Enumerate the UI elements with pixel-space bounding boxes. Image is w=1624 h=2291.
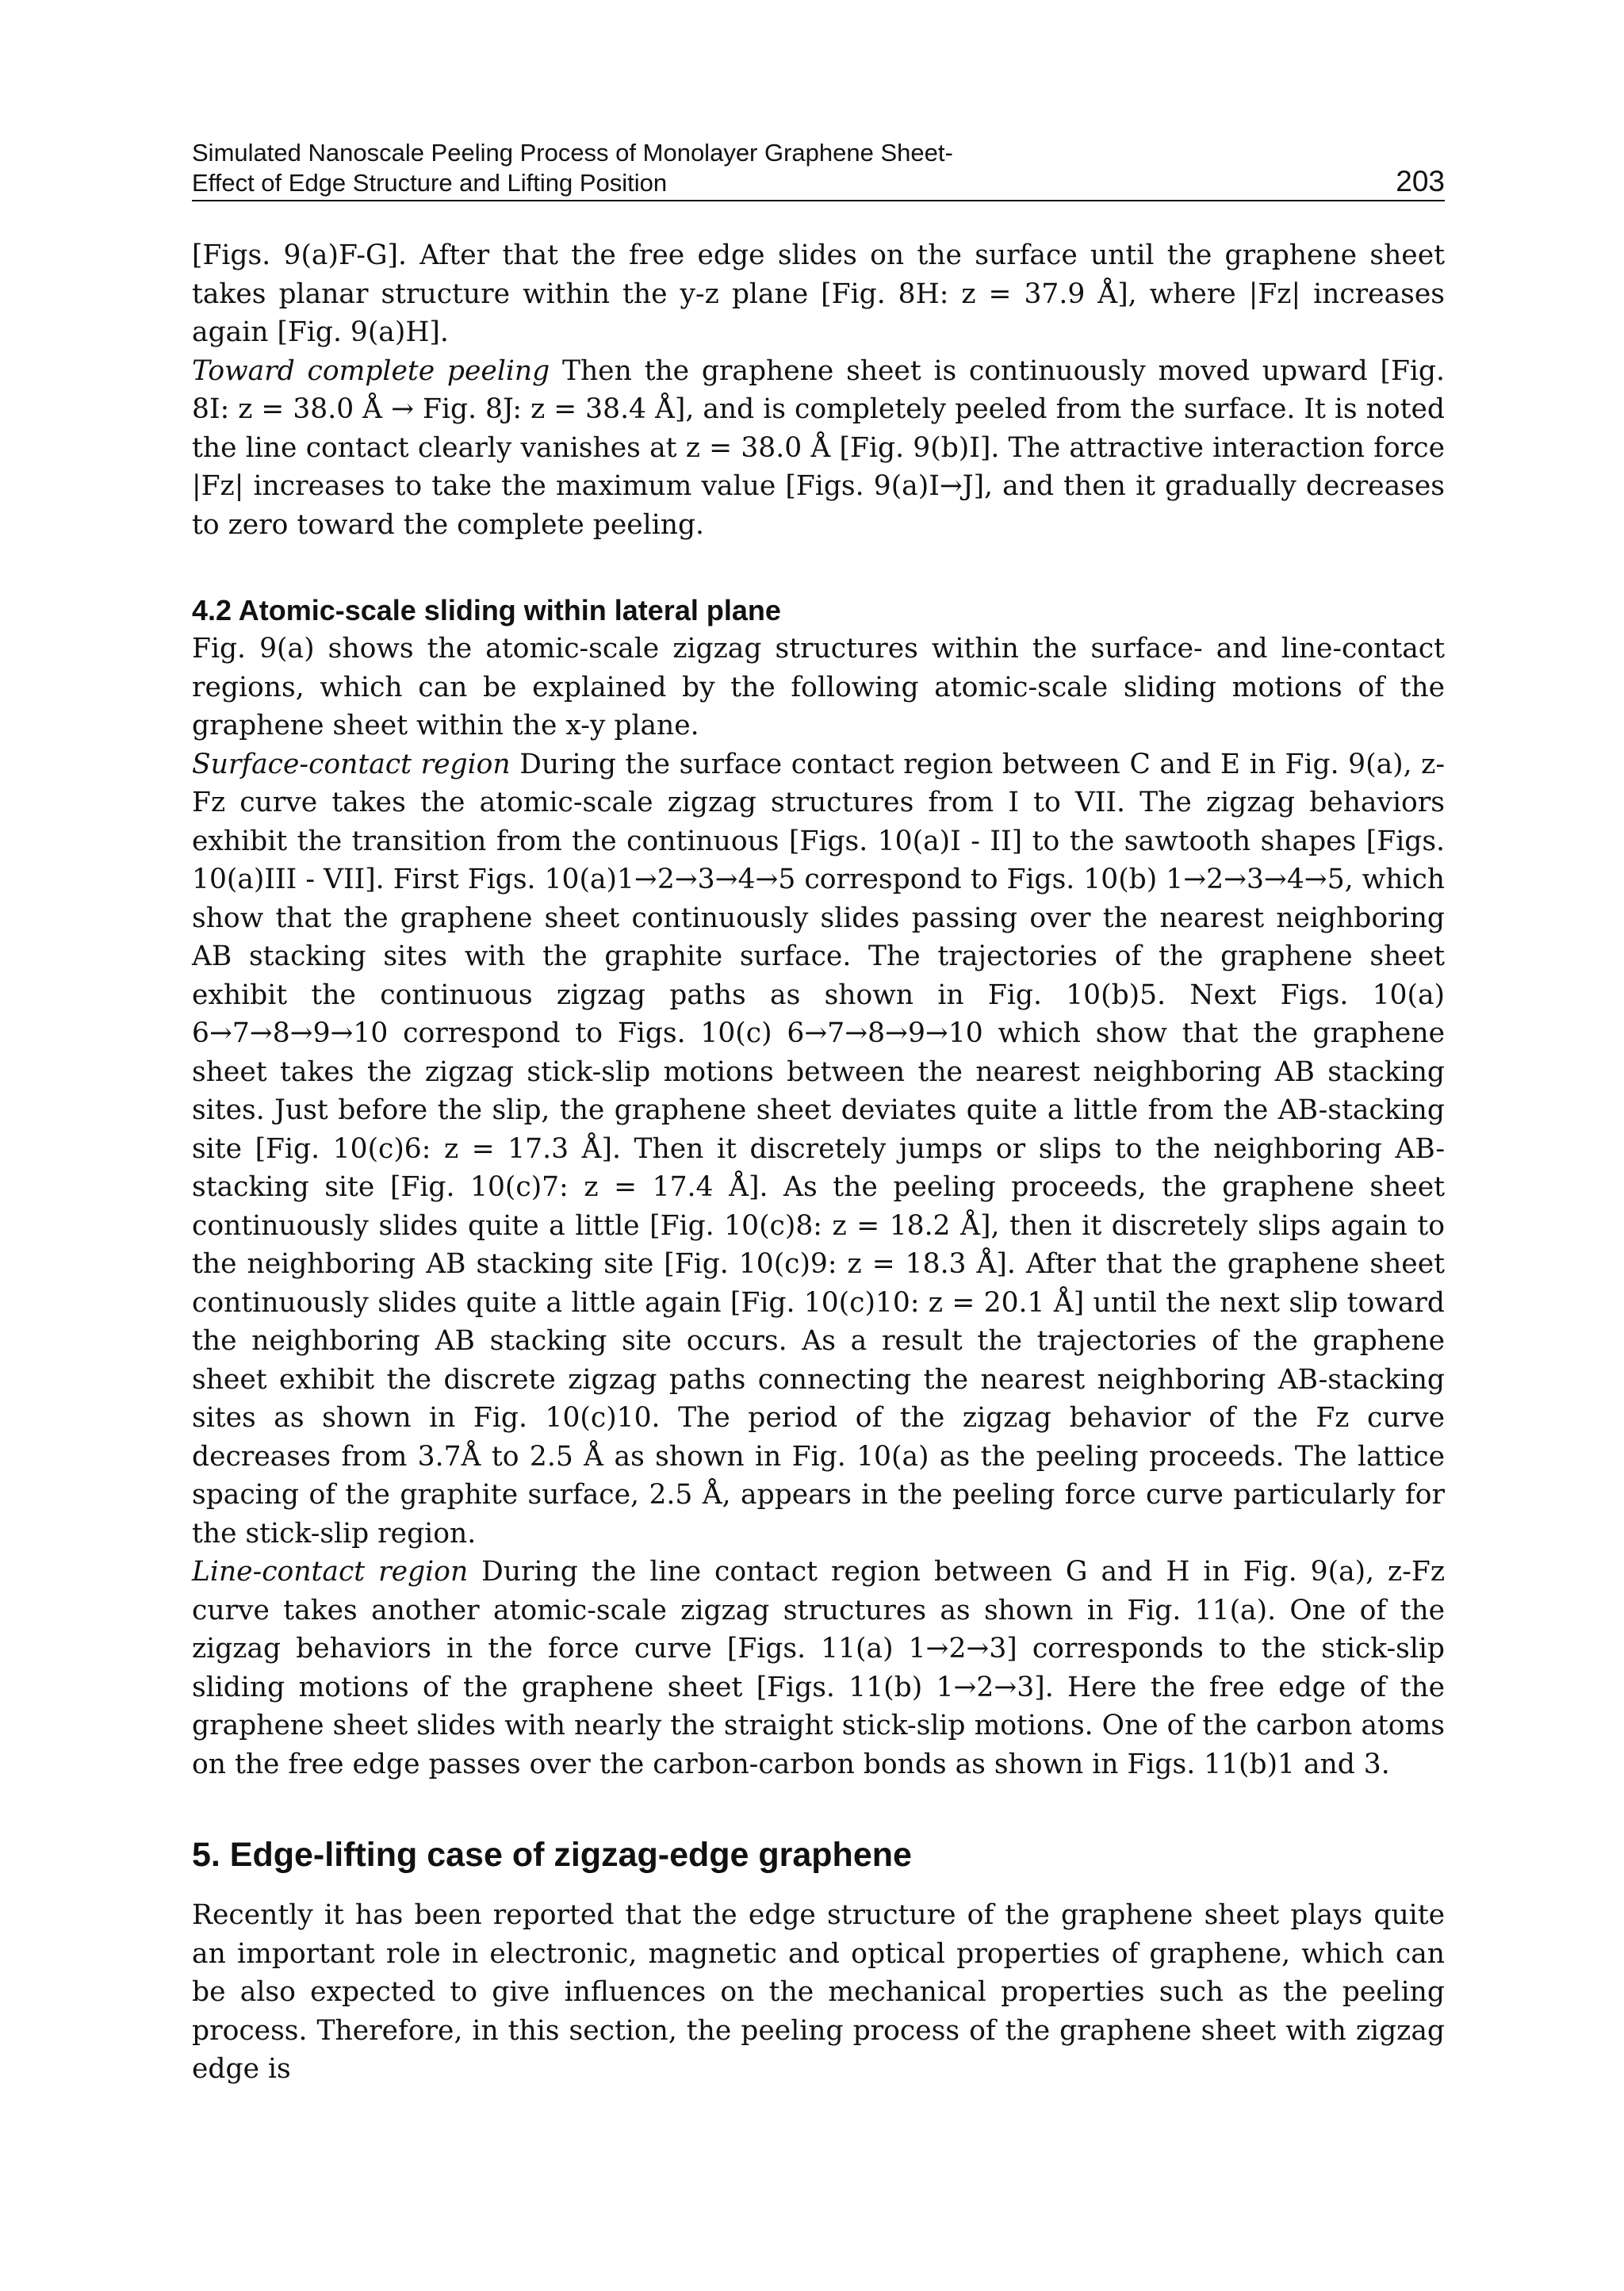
running-title-line-2: Effect of Edge Structure and Lifting Position xyxy=(192,169,668,197)
subsection-heading-4-2: 4.2 Atomic-scale sliding within lateral plane xyxy=(192,594,781,626)
paragraph-3: Fig. 9(a) shows the atomic-scale zigzag structures within the surface- and line-contact regions, which can be explained by the following atomic-scale sliding motions of the graphene sheet within the x-y plane. xyxy=(192,633,1445,741)
paragraph-6: Recently it has been reported that the edge structure of the graphene sheet plays quite an important role in electronic, magnetic and optical properties of graphene, which can be also expected to give influences on the mechanical properties such as the peeling process. Therefore, in this section, the peeling process of the graphene sheet with zigzag edge is xyxy=(192,1899,1445,2085)
page-number: 203 xyxy=(1396,165,1445,197)
paragraph-2 xyxy=(192,352,1445,545)
running-head xyxy=(192,138,1445,201)
paragraph-heading-toward-complete-peeling: Toward complete peeling xyxy=(192,354,550,387)
running-title-line-1: Simulated Nanoscale Peeling Process of Monolayer Graphene Sheet- xyxy=(192,139,953,167)
section-heading-5: 5. Edge-lifting case of zigzag-edge graphene xyxy=(192,1836,912,1874)
paragraph-heading-surface-contact: Surface-contact region xyxy=(192,748,511,780)
paragraph-4-text: During the surface contact region between C and E in Fig. 9(a), z-Fz curve takes the atomic-scale zigzag structures from I to VII. The zigzag behaviors exhibit the transition from the continuous [Figs. 10(a)I - II] to the sawtooth shapes [Figs. 10(a)III - VII]. First Figs. 10(a)1→2→3→4→5 correspond to Figs. 10(b) 1→2→3→4→5, which show that the graphene sheet continuously slides passing over the nearest neighboring AB stacking sites with the graphite surface. The trajectories of the graphene sheet exhibit the continuous zigzag paths as shown in Fig. 10(b)5. Next Figs. 10(a) 6→7→8→9→10 correspond to Figs. 10(c) 6→7→8→9→10 which show that the graphene sheet takes the zigzag stick-slip motions between the nearest neighboring AB stacking sites. Just before the slip, the graphene sheet deviates quite a little from the AB-stacking site [Fig. 10(c)6: z = 17.3 Å]. Then it discretely jumps or slips to the neighboring AB-stacking site [Fig. 10(c)7: z = 17.4 Å]. As the peeling proceeds, the graphene sheet continuously slides quite a little [Fig. 10(c)8: z = 18.2 Å], then it discretely slips again to the neighboring AB stacking site [Fig. 10(c)9: z = 18.3 Å]. After that the graphene sheet continuously slides quite a little again [Fig. 10(c)10: z = 20.1 Å] until the next slip toward the neighboring AB stacking site occurs. As a result the trajectories of the graphene sheet exhibit the discrete zigzag paths connecting the nearest neighboring AB-stacking sites as shown in Fig. 10(c)10. The period of the zigzag behavior of the Fz curve decreases from 3.7Å to 2.5 Å as shown in Fig. 10(a) as the peeling proceeds. The lattice spacing of the graphite surface, 2.5 Å, appears in the peeling force curve particularly for the stick-slip region. xyxy=(192,748,1446,1550)
body-text xyxy=(192,236,1445,2089)
paragraph-1: [Figs. 9(a)F-G]. After that the free edge slides on the surface until the graphene sheet takes planar structure within the y-z plane [Fig. 8H: z = 37.9 Å], where |Fz| increases again [Fig. 9(a)H]. xyxy=(192,239,1445,348)
paragraph-heading-line-contact: Line-contact region xyxy=(192,1556,469,1588)
paragraph-5-text: During the line contact region between G and H in Fig. 9(a), z-Fz curve takes another atomic-scale zigzag structures as shown in Fig. 11(a). One of the zigzag behaviors in the force curve [Figs. 11(a) 1→2→3] corresponds to the stick-slip sliding motions of the graphene sheet [Figs. 11(b) 1→2→3]. Here the free edge of the graphene sheet slides with nearly the straight stick-slip motions. One of the carbon atoms on the free edge passes over the carbon-carbon bonds as shown in Figs. 11(b)1 and 3. xyxy=(192,1556,1446,1780)
paragraph-5 xyxy=(192,1553,1445,1783)
paragraph-4 xyxy=(192,745,1445,1554)
paragraph-2-text: Then the graphene sheet is continuously moved upward [Fig. 8I: z = 38.0 Å → Fig. 8J: z = 38.4 Å], and is completely peeled from the surface. It is noted the line contact clearly vanishes at z = 38.0 Å [Fig. 9(b)I]. The attractive interaction force |Fz| increases to take the maximum value [Figs. 9(a)I→J], and then it gradually decreases to zero toward the complete peeling. xyxy=(192,354,1445,541)
